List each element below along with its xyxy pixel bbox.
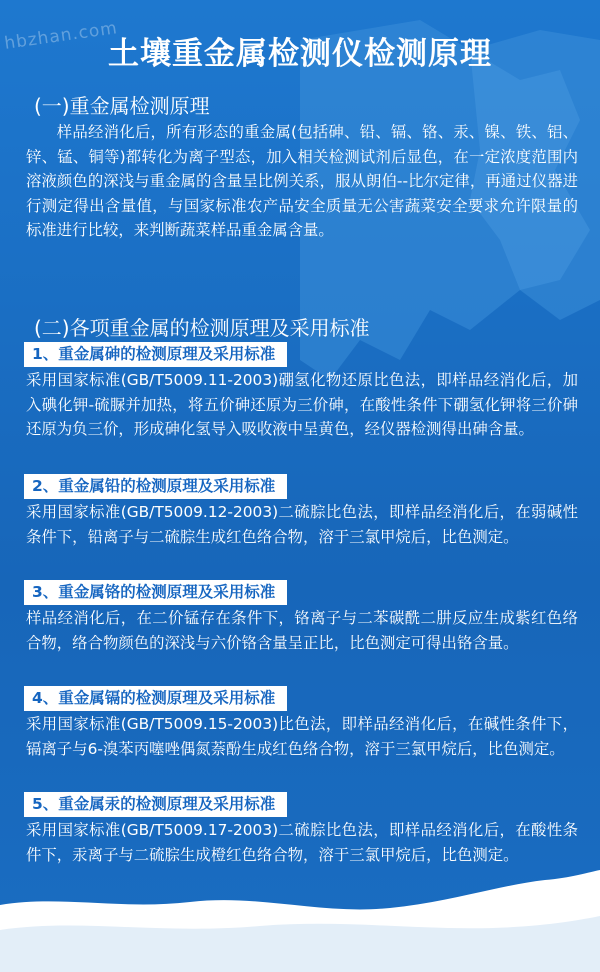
item5-body: 采用国家标准(GB/T5009.17-2003)二硫腙比色法，即样品经消化后，在酸性条件下，汞离子与二硫腙生成橙红色络合物，溶于三氯甲烷后，比色测定。 xyxy=(26,821,578,864)
item1-body: 采用国家标准(GB/T5009.11-2003)硼氢化物还原比色法，即样品经消化后，加入碘化钾-硫脲并加热，将五价砷还原为三价砷，在酸性条件下硼氢化钾将三价砷还原为负三价，形成砷化氢导入吸收液中呈黄色，经仪器检测得出砷含量。 xyxy=(26,371,578,438)
item4-label: 4、重金属镉的检测原理及采用标准 xyxy=(24,686,287,711)
item4-body: 采用国家标准(GB/T5009.15-2003)比色法，即样品经消化后，在碱性条件下，镉离子与6-溴苯丙噻唑偶氮萘酚生成红色络合物，溶于三氯甲烷后，比色测定。 xyxy=(26,715,578,758)
section2-heading: (二)各项重金属的检测原理及采用标准 xyxy=(34,316,370,340)
item1-label: 1、重金属砷的检测原理及采用标准 xyxy=(24,342,287,367)
section1-body: 样品经消化后，所有形态的重金属(包括砷、铅、镉、铬、汞、镍、铁、铝、锌、锰、铜等)都转化为离子型态，加入相关检测试剂后显色，在一定浓度范围内溶液颜色的深浅与重金属的含量呈比例关系，服从朗伯--比尔定律，再通过仪器进行测定得出含量值，与国家标准农产品安全质量无公害蔬菜安全要求允许限量的标准进行比较，来判断蔬菜样品重金属含量。 xyxy=(26,123,578,239)
item5-label: 5、重金属汞的检测原理及采用标准 xyxy=(24,792,287,817)
page-title: 土壤重金属检测仪检测原理 xyxy=(108,36,492,72)
item2-body: 采用国家标准(GB/T5009.12-2003)二硫腙比色法，即样品经消化后，在弱碱性条件下，铅离子与二硫腙生成红色络合物，溶于三氯甲烷后，比色测定。 xyxy=(26,503,578,546)
item3-label: 3、重金属铬的检测原理及采用标准 xyxy=(24,580,287,605)
item3-body: 样品经消化后，在二价锰存在条件下，铬离子与二苯碳酰二肼反应生成紫红色络合物，络合物颜色的深浅与六价铬含量呈正比，比色测定可得出铬含量。 xyxy=(26,609,578,652)
section1-heading: (一)重金属检测原理 xyxy=(34,94,210,118)
item2-label: 2、重金属铅的检测原理及采用标准 xyxy=(24,474,287,499)
watermark: hbzhan.com xyxy=(3,18,120,54)
